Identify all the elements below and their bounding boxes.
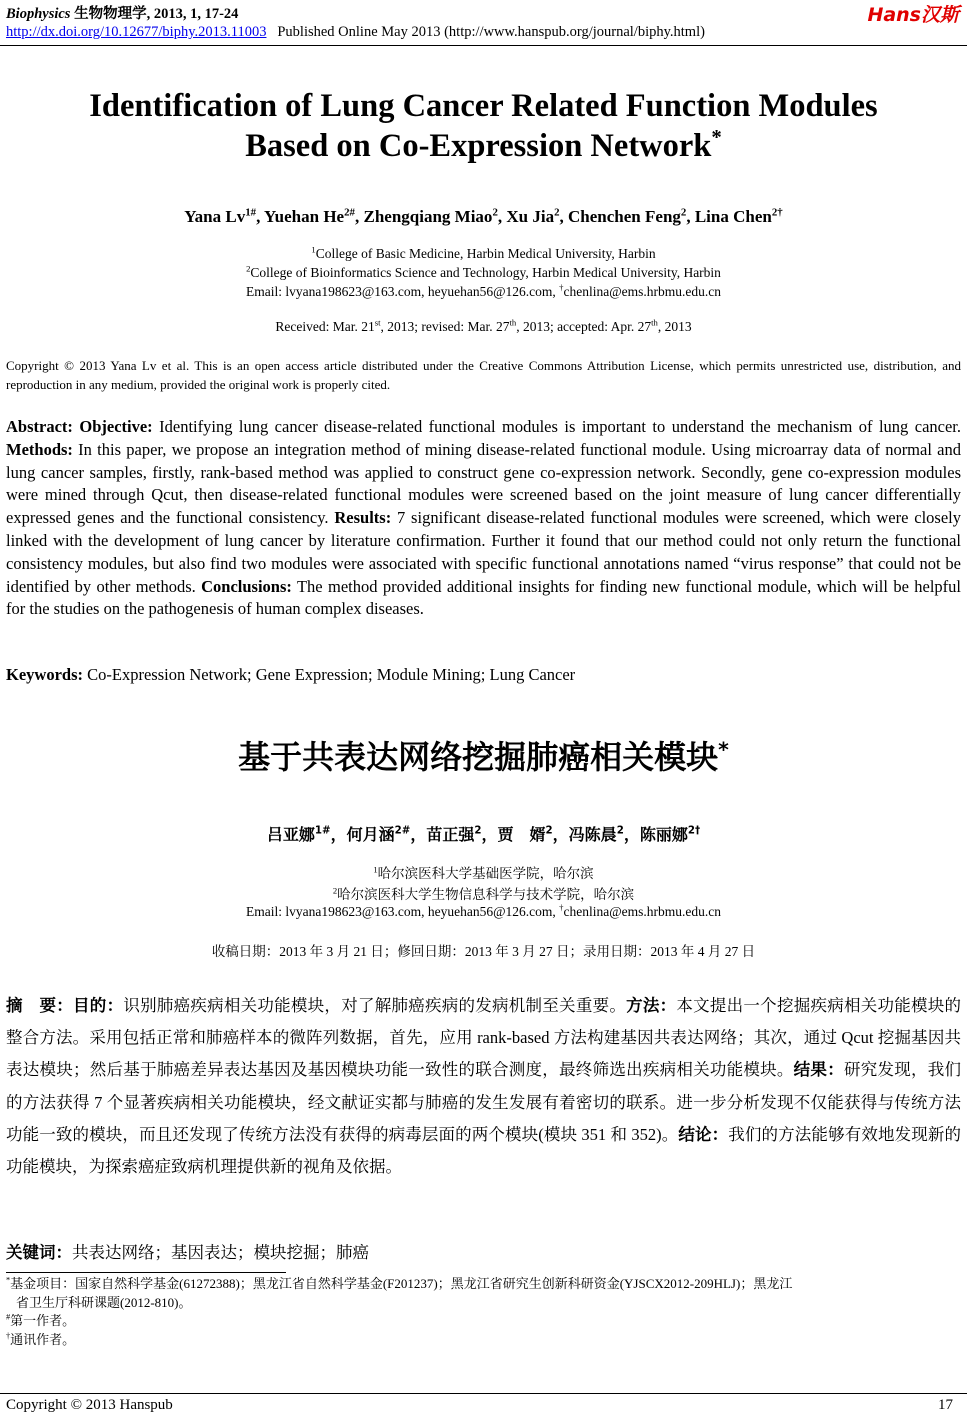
author: Yana $Lv^{1\#}$, <box>184 206 264 226</box>
title-line-2: Based on Co-Expression Network <box>245 128 712 164</box>
journal-header <box>6 2 238 23</box>
footnote-corresponding: †通讯作者。 <box>6 1331 76 1347</box>
title-line-1: Identification of Lung Cancer Related Function Modules <box>89 88 878 124</box>
affiliation-1-cn: $^1$哈尔滨医科大学基础医学院，哈尔滨 <box>373 864 594 881</box>
abstract-cn: 摘 要：目的：识别肺癌疾病相关功能模块，对了解肺癌疾病的发病机制至关重要。方法：本文提出一个挖掘疾病相关功能模块的整合方法。采用包括正常和肺癌样本的微阵列数据，首先，应用 rank-based 方法构建基因共表达网络；其次，通过 Qcut 挖掘基因共表达模块；然后基于肺癌差异表达基因及基因模块功能一致性的联合测度，最终筛选出疾病相关功能模块。结果：研究发现，我们的方法获得 7 个显著疾病相关功能模块，经文献证实都与肺癌的发生发展有着密切的联系。进一步分析发现不仅能获得与传统方法功能一致的模块，而且还发现了传统方法没有获得的病毒层面的两个模块(模块 351 和 352)。结论：我们的方法能够有效地发现新的功能模块，为探索癌症致病机理提供新的视角及依据。 <box>6 996 962 1177</box>
author: 苗正强$^2$， <box>426 824 498 844</box>
affiliation-2-en: $^2$College of Bioinformatics Science and Technology, Harbin Medical University, Harbin <box>246 263 721 280</box>
author: Chenchen Feng$^2$, <box>568 206 695 226</box>
hans-logo: Hans汉斯 <box>867 4 959 26</box>
author: Xu Jia$^2$, <box>506 206 569 226</box>
email-cn: Email: lvyana198623@163.com, heyuehan56@126.com, †chenlina@ems.hrbmu.edu.cn <box>245 902 721 919</box>
footer-copyright: Copyright © 2013 Hanspub <box>6 1397 173 1413</box>
email-en: Email: lvyana198623@163.com, heyuehan56@126.com, †chenlina@ems.hrbmu.edu.cn <box>245 282 721 299</box>
author: 陈丽娜$^{2\dagger}$ <box>639 824 701 844</box>
affiliation-2-cn: $^2$哈尔滨医科大学生物信息科学与技术学院，哈尔滨 <box>332 885 635 902</box>
author: Lina Chen$^{2\dagger}$ <box>694 206 783 226</box>
journal-name: Biophysics <box>6 6 71 22</box>
received-dates-cn: 收稿日期：2013 年 3 月 21 日；修回日期：2013 年 3 月 27 日；录用日期：2013 年 4 月 27 日 <box>211 944 756 959</box>
page-number: 17 <box>938 1397 953 1413</box>
paper-title-en <box>0 86 967 166</box>
header-divider <box>0 45 967 46</box>
footnotes <box>6 1275 961 1349</box>
published-online: Published Online May 2013 (http://www.hanspub.org/journal/biphy.html) <box>277 24 705 40</box>
author: 吕亚娜$^{1\#}$， <box>266 824 347 844</box>
authors-cn <box>0 822 967 845</box>
author: 贾 婿$^2$， <box>497 824 569 844</box>
footnote-divider <box>6 1272 286 1273</box>
title-star: * <box>711 126 722 150</box>
received-dates-en: Received: Mar. 21st, 2013; revised: Mar. 27th, 2013; accepted: Apr. 27th, 2013 <box>275 317 692 334</box>
keywords-en: Keywords: Co-Expression Network; Gene Expression; Module Mining; Lung Cancer <box>6 665 576 684</box>
keywords-cn: 关键词：共表达网络；基因表达；模块挖掘；肺癌 <box>6 1243 369 1262</box>
footnote-funding: *基金项目：国家自然科学基金(61272388)；黑龙江省自然科学基金(F201237)；黑龙江省研究生创新科研资金(YJSCX2012-209HLJ)；黑龙江 <box>6 1275 793 1291</box>
author: 何月涵$^{2\#}$， <box>346 824 427 844</box>
author: Zhengqiang Miao$^2$, <box>363 206 507 226</box>
footer-divider <box>0 1393 967 1394</box>
author: Yuehan $He^{2\#}$, <box>263 206 364 226</box>
header-line-2 <box>6 24 705 41</box>
paper-title-cn: 基于共表达网络挖掘肺癌相关模块* <box>238 737 729 776</box>
journal-volume: 生物物理学, 2013, 1, 17-24 <box>74 6 239 22</box>
copyright-notice: Copyright © 2013 Yana Lv et al. This is an open access article distributed under the Creative Commons Attribution License, which permits unrestricted use, distribution, and reproduction in any medium, provided the original work is properly cited. <box>6 358 961 392</box>
footnote-funding-cont: 省卫生厅科研课题(2012-810)。 <box>16 1294 192 1310</box>
authors-en <box>0 207 967 227</box>
doi-link[interactable]: http://dx.doi.org/10.12677/biphy.2013.11003 <box>6 24 267 40</box>
author: 冯陈晨$^2$， <box>568 824 640 844</box>
affiliation-1-en: $^1$College of Basic Medicine, Harbin Medical University, Harbin <box>311 244 656 261</box>
footnote-first-author: #第一作者。 <box>6 1312 76 1328</box>
abstract-en: Abstract: Objective: Identifying lung cancer disease-related functional modules is important to understand the mechanism of lung cancer. Methods: In this paper, we propose an integration method of mining disease-related functional module. Using microarray data of normal and lung cancer samples, firstly, rank-based method was applied to construct gene co-expression network. Secondly, gene co-expression modules were mined through Qcut, then disease-related functional modules were screened based on the joint measure of lung cancer differentially expressed genes and the functional consistency. Results: 7 significant disease-related functional modules were screened, which were closely linked with the development of lung cancer by literature confirmation. Further it found that our method could not only return the functional consistency modules, but also find two modules were associated with specific functional annotations named “virus response” that could not be identified by other methods. Conclusions: The method provided additional insights for finding new functional module, which will be helpful for the studies on the pathogenesis of human complex diseases. <box>6 417 962 619</box>
